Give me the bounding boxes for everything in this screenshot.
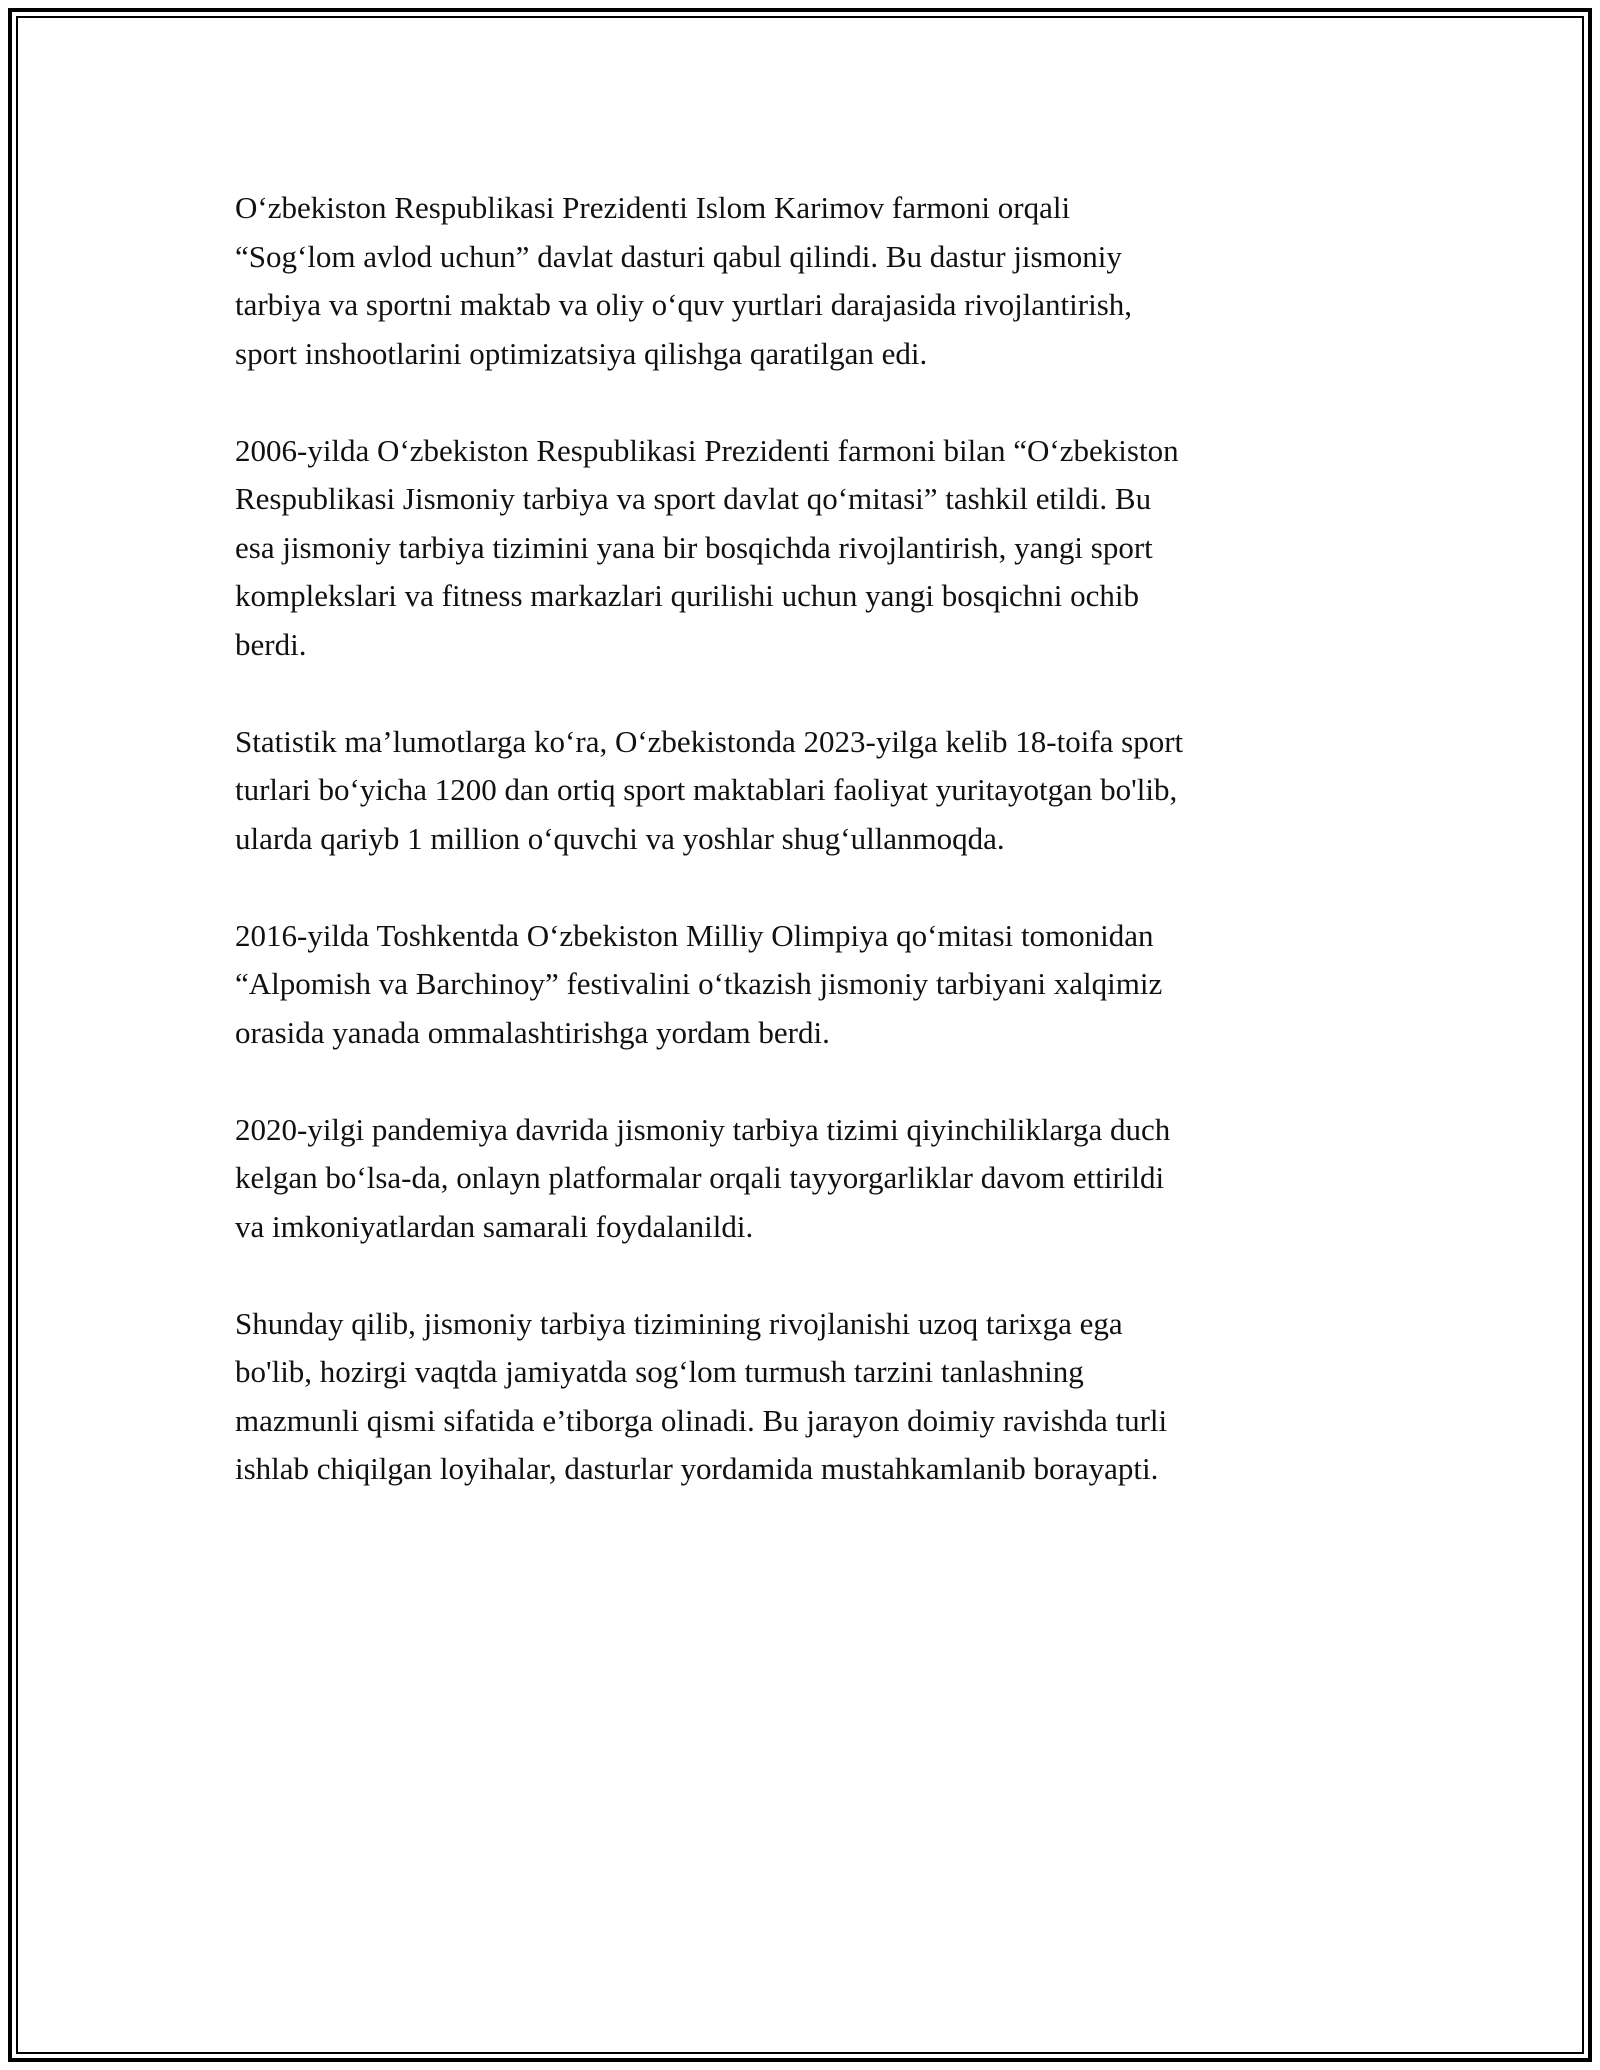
text-line: komplekslari va fitness markazlari qurilishi uchun yangi bosqichni ochib bbox=[235, 578, 1139, 613]
paragraph bbox=[235, 1300, 1365, 1494]
text-line: 2006-yilda O‘zbekiston Respublikasi Prezidenti farmoni bilan “O‘zbekiston bbox=[235, 432, 1179, 468]
text-line: esa jismoniy tarbiya tizimini yana bir bosqichda rivojlantirish, yangi sport bbox=[235, 529, 1153, 565]
document-body bbox=[235, 184, 1365, 1494]
paragraph bbox=[235, 184, 1365, 378]
text-line: “Alpomish va Barchinoy” festivalini o‘tkazish jismoniy tarbiyani xalqimiz bbox=[235, 966, 1163, 1001]
text-line: sport inshootlarini optimizatsiya qilishga qaratilgan edi. bbox=[235, 335, 928, 371]
paragraph bbox=[235, 912, 1365, 1058]
text-line: orasida yanada ommalashtirishga yordam berdi. bbox=[235, 1014, 830, 1050]
paragraph bbox=[235, 718, 1365, 864]
text-line: mazmunli qismi sifatida e’tiborga olinadi. Bu jarayon doimiy ravishda turli bbox=[235, 1402, 1168, 1438]
text-line: kelgan bo‘lsa-da, onlayn platformalar orqali tayyorgarliklar davom ettirildi bbox=[235, 1160, 1165, 1195]
text-line: ishlab chiqilgan loyihalar, dasturlar yordamida mustahkamlanib borayapti. bbox=[235, 1451, 1159, 1486]
text-line: va imkoniyatlardan samarali foydalanildi. bbox=[235, 1208, 754, 1244]
paragraph bbox=[235, 427, 1365, 670]
text-line: Shunday qilib, jismoniy tarbiya tizimining rivojlanishi uzoq tarixga ega bbox=[235, 1305, 1123, 1341]
text-line: 2020-yilgi pandemiya davrida jismoniy tarbiya tizimi qiyinchiliklarga duch bbox=[235, 1111, 1171, 1147]
text-line: ularda qariyb 1 million o‘quvchi va yoshlar shug‘ullanmoqda. bbox=[235, 820, 1005, 856]
text-line: Respublikasi Jismoniy tarbiya va sport davlat qo‘mitasi” tashkil etildi. Bu bbox=[235, 481, 1152, 516]
text-line: berdi. bbox=[235, 626, 307, 662]
text-line: Statistik ma’lumotlarga ko‘ra, O‘zbekistonda 2023-yilga kelib 18-toifa sport bbox=[235, 723, 1184, 759]
text-line: “Sog‘lom avlod uchun” davlat dasturi qabul qilindi. Bu dastur jismoniy bbox=[235, 238, 1122, 274]
paragraph bbox=[235, 1106, 1365, 1252]
text-line: O‘zbekiston Respublikasi Prezidenti Islom Karimov farmoni orqali bbox=[235, 190, 1071, 225]
text-line: 2016-yilda Toshkentda O‘zbekiston Milliy Olimpiya qo‘mitasi tomonidan bbox=[235, 917, 1154, 953]
text-line: bo'lib, hozirgi vaqtda jamiyatda sog‘lom turmush tarzini tanlashning bbox=[235, 1354, 1084, 1389]
text-line: tarbiya va sportni maktab va oliy o‘quv yurtlari darajasida rivojlantirish, bbox=[235, 287, 1133, 322]
text-line: turlari bo‘yicha 1200 dan ortiq sport maktablari faoliyat yuritayotgan bo'lib, bbox=[235, 772, 1178, 807]
